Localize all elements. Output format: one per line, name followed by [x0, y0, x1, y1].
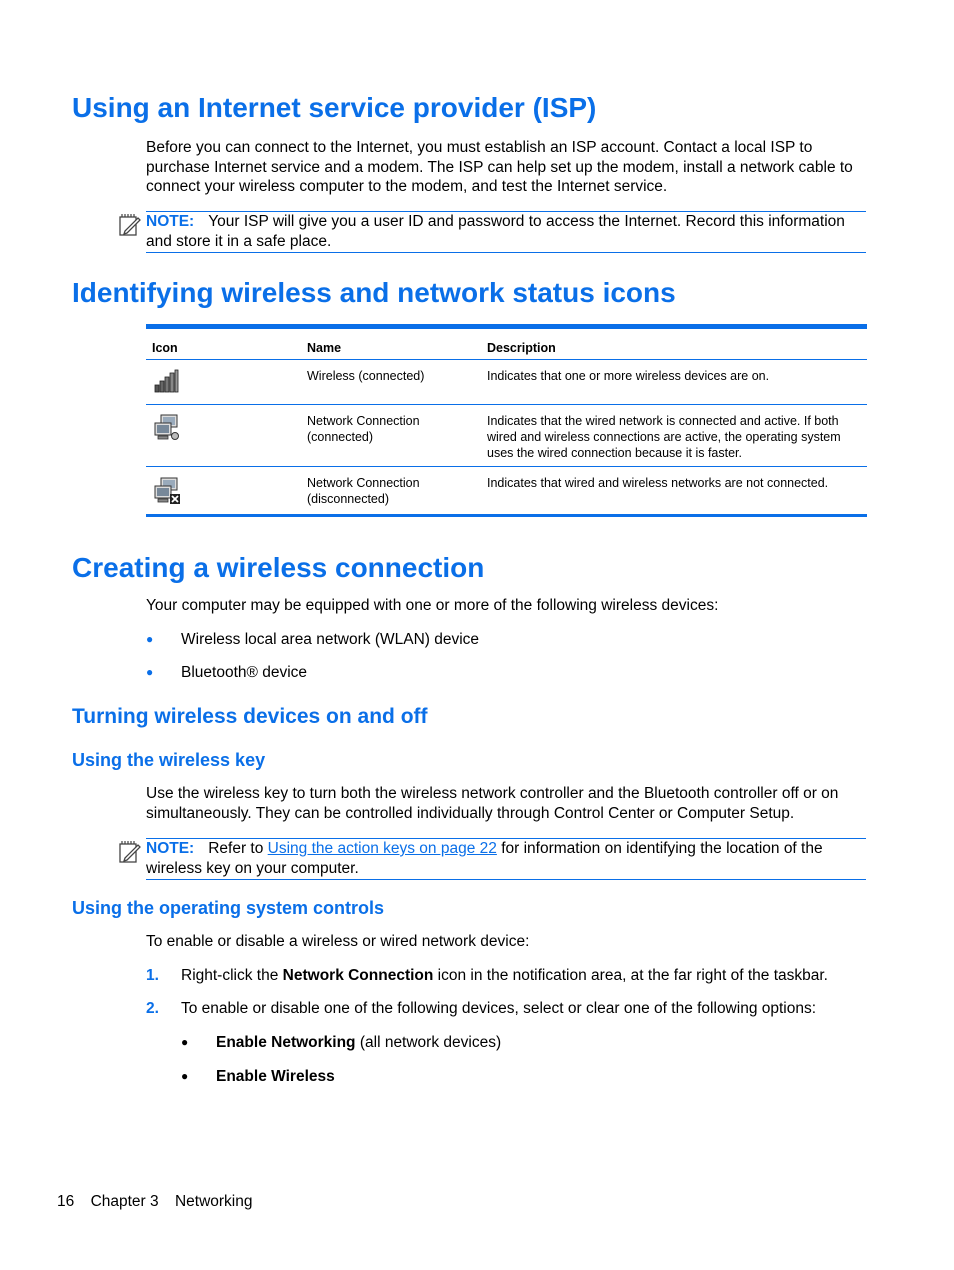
bullet-icon: ●: [146, 632, 154, 646]
note-pencil-icon: [118, 213, 142, 237]
heading-os-controls: Using the operating system controls: [72, 898, 385, 918]
network-connected-icon: [153, 414, 181, 442]
row-name: Network Connection (disconnected): [307, 476, 420, 506]
isp-note: [146, 211, 866, 253]
note-text: Your ISP will give you a user ID and password to access the Internet. Record this information and store it in a safe place.: [146, 213, 845, 250]
network-disconnected-icon: [153, 477, 181, 505]
page-footer: [57, 1193, 264, 1211]
row-description: Indicates that the wired network is connected and active. If both wired and wireless connections are active, the operating system uses the wired connection because it is faster.: [487, 414, 841, 460]
table-header-row: [146, 329, 867, 360]
table-row: [146, 360, 867, 405]
wireless-key-paragraph: Use the wireless key to turn both the wireless network controller and the Bluetooth controller off or on simultaneously. They can be controlled individually through Control Center or Computer Setup.: [146, 785, 839, 822]
heading-turning-on-off: Turning wireless devices on and off: [72, 705, 428, 728]
heading-wireless-key: Using the wireless key: [72, 750, 266, 770]
table-row: [146, 467, 867, 517]
footer-title: Networking: [174, 1193, 253, 1210]
heading-creating-connection: Creating a wireless connection: [72, 552, 485, 583]
isp-paragraph: Before you can connect to the Internet, you must establish an ISP account. Contact a local ISP to purchase Internet service and a modem. The ISP can help set up the modem, install a network cable to connect your wireless computer to the modem, and test the Internet service.: [146, 139, 853, 195]
header-icon: Icon: [152, 341, 178, 355]
heading-isp: Using an Internet service provider (ISP): [72, 92, 597, 123]
row-name: Wireless (connected): [307, 369, 425, 383]
footer-chapter: Chapter 3: [90, 1193, 159, 1210]
heading-status-icons: Identifying wireless and network status icons: [72, 277, 676, 308]
note-label: NOTE:: [146, 213, 195, 230]
wireless-signal-icon: [153, 368, 179, 394]
action-keys-link[interactable]: Using the action keys on page 22: [267, 840, 497, 857]
creating-intro: Your computer may be equipped with one or more of the following wireless devices:: [146, 597, 719, 614]
step-number: 2.: [146, 1000, 159, 1017]
row-description: Indicates that one or more wireless devices are on.: [487, 369, 770, 383]
status-icons-table: [146, 324, 867, 517]
bullet-icon: ●: [181, 1035, 189, 1049]
wireless-key-note: NOTE: Refer to Using the action keys on page 22 for information on identifying the location of the wireless key on your computer.: [146, 838, 866, 880]
table-row: [146, 405, 867, 467]
row-name: Network Connection (connected): [307, 414, 420, 444]
os-intro: To enable or disable a wireless or wired network device:: [146, 933, 530, 950]
header-description: Description: [487, 341, 556, 355]
header-name: Name: [307, 341, 342, 355]
bullet-icon: ●: [146, 665, 154, 679]
note-label: NOTE:: [146, 840, 195, 857]
row-description: Indicates that wired and wireless networks are not connected.: [487, 476, 829, 490]
note-pencil-icon: [118, 840, 142, 864]
step-number: 1.: [146, 967, 159, 984]
bullet-icon: ●: [181, 1069, 189, 1083]
page-number: 16: [57, 1193, 75, 1210]
